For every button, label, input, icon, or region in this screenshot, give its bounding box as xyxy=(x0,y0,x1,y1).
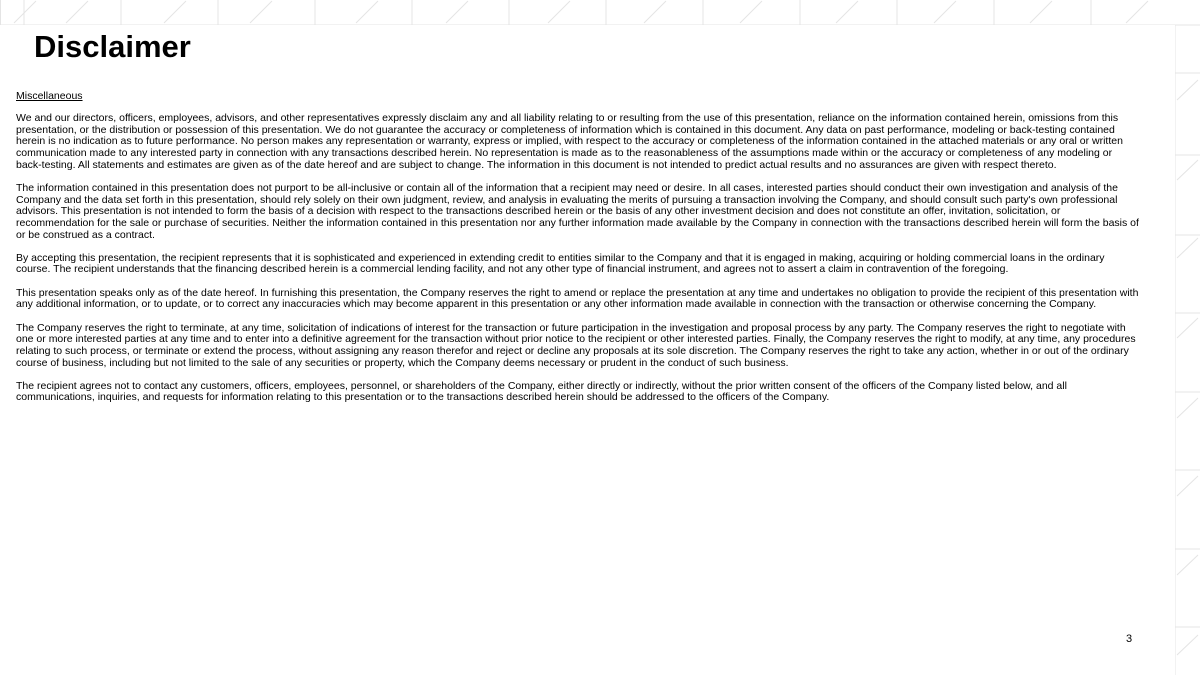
page-number: 3 xyxy=(1126,633,1133,645)
paragraph-contact-restriction: The recipient agrees not to contact any customers, officers, employees, personnel, or shareholders of the Company, either directly or indirectly, without the prior written consent of the officers of the Company listed below, and all communications, inquiries, and requests for information relating to this presentation or to the transactions described herein should be addressed to the officers of the Company. xyxy=(16,379,1067,404)
page-title: Disclaimer xyxy=(34,29,191,64)
section-label: Miscellaneous xyxy=(16,90,83,102)
disclaimer-body xyxy=(16,113,1140,416)
paragraph-liability: We and our directors, officers, employees, advisors, and other representatives expressly disclaim any and all liability relating to or resulting from the use of this presentation, reliance on the information contained herein, omissions from this presentation, or the distribution or possession of this presentation. We do not guarantee the accuracy or completeness of information which is contained in this document. Any data on past performance, modeling or back-testing contained herein is no indication as to future performance. No person makes any representation or warranty, express or implied, with respect to the accuracy or completeness of the information contained in the attached materials or any oral or written communication made to any interested party in connection with any transactions described herein. No representation is made as to the reasonableness of the assumptions made within or the accuracy or completeness of any modeling or back-testing. All statements and estimates are given as of the date hereof and are subject to change. The information in this document is not intended to predict actual results and no assurances are given with respect thereto. xyxy=(16,112,1123,171)
paragraph-recipient-representation: By accepting this presentation, the recipient represents that it is sophisticated and experienced in extending credit to entities similar to the Company and that it is engaged in making, acquiring or holding commercial loans in the ordinary course. The recipient understands that the financing described herein is a commercial lending facility, and not any other type of financial instrument, and agrees not to assert a claim in contravention of the foregoing. xyxy=(16,251,1105,276)
paragraph-date-of-presentation: This presentation speaks only as of the date hereof. In furnishing this presentation, the Company reserves the right to amend or replace the presentation at any time and undertakes no obligation to provide the recipient of this presentation with any additional information, or to update, or to correct any inaccuracies which may become apparent in this presentation or any other information made available in connection with the transaction or otherwise concerning the Company. xyxy=(16,286,1139,311)
paragraph-company-rights: The Company reserves the right to terminate, at any time, solicitation of indications of interest for the transaction or future participation in the investigation and proposal process by any party. The Company reserves the right to negotiate with one or more interested parties at any time and to enter into a definitive agreement for the transaction without prior notice to the recipient or other interested parties. Finally, the Company reserves the right to modify, at any time, any procedures relating to such process, or terminate or extend the process, without assigning any reason therefor and reject or decline any proposals at its sole discretion. The Company reserves the right to take any action, whether in or out of the ordinary course of business, including but not limited to the sale of any securities or property, which the Company deems necessary or prudent in the conduct of such business. xyxy=(16,321,1136,369)
paragraph-information-scope: The information contained in this presentation does not purport to be all-inclusive or contain all of the information that a recipient may need or desire. In all cases, interested parties should conduct their own investigation and analysis of the Company and the data set forth in this presentation, should rely solely on their own judgment, review, and analysis in evaluating the merits of pursuing a transaction involving the Company, and should consult such party's own professional advisors. This presentation is not intended to form the basis of a decision with respect to the transactions described herein or the basis of any other investment decision and does not constitute an offer, invitation, solicitation, or recommendation for the sale or purchase of securities. Neither the information contained in this presentation nor any further information made available by the Company in connection with the transactions described herein will form the basis of or be construed as a contract. xyxy=(16,181,1139,241)
